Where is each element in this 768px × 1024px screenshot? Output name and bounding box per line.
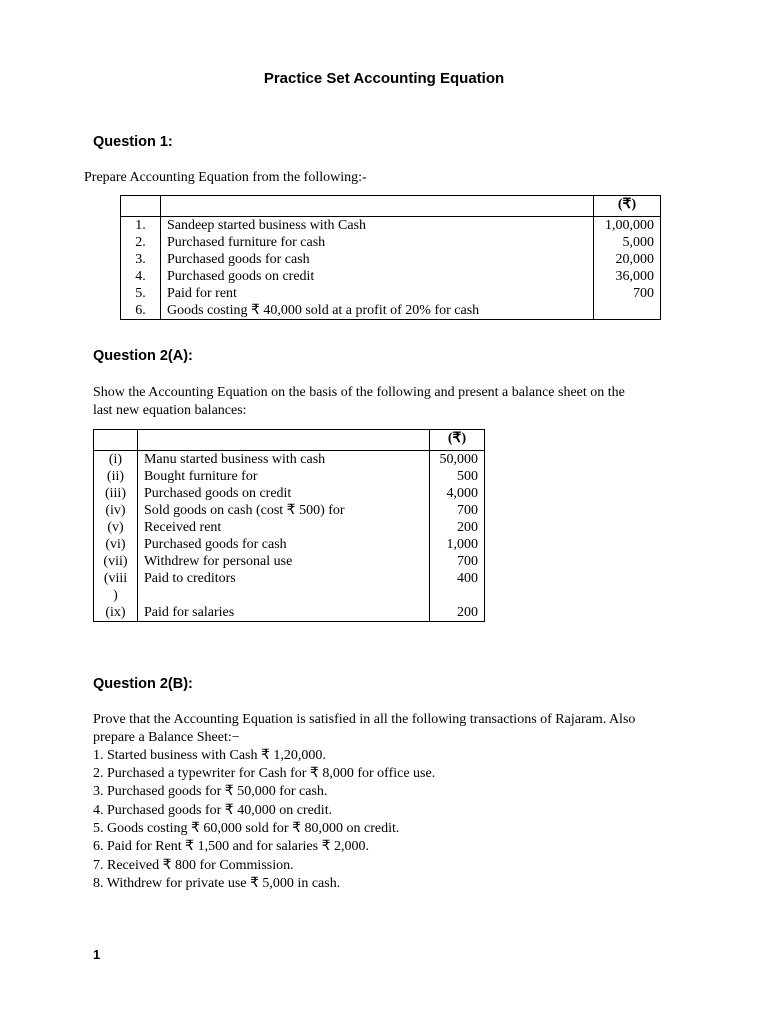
table-row: (vii) Withdrew for personal use 700	[94, 553, 485, 570]
list-item: 8. Withdrew for private use ₹ 5,000 in cash.	[93, 876, 341, 891]
table-row: )	[94, 587, 485, 604]
list-item: 1. Started business with Cash ₹ 1,20,000.	[93, 748, 326, 763]
table-row: 3. Purchased goods for cash 20,000	[121, 251, 661, 268]
question-2a-intro-line-1: Show the Accounting Equation on the basis of the following and present a balance sheet on the	[93, 385, 625, 400]
table-row: (i) Manu started business with cash 50,000	[94, 451, 485, 469]
table-row: (iii) Purchased goods on credit 4,000	[94, 485, 485, 502]
table-row: (ii) Bought furniture for 500	[94, 468, 485, 485]
table-row: (ix) Paid for salaries 200	[94, 604, 485, 622]
list-item: 2. Purchased a typewriter for Cash for ₹ 8,000 for office use.	[93, 766, 436, 781]
table-row: 5. Paid for rent 700	[121, 285, 661, 302]
table-row: 6. Goods costing ₹ 40,000 sold at a profit of 20% for cash	[121, 302, 661, 320]
currency-header: (₹)	[430, 430, 485, 451]
table-row: 1. Sandeep started business with Cash 1,00,000	[121, 217, 661, 235]
page-title: Practice Set Accounting Equation	[263, 70, 505, 87]
list-item: 3. Purchased goods for ₹ 50,000 for cash.	[93, 784, 328, 799]
currency-header: (₹)	[594, 196, 661, 217]
table-row: 4. Purchased goods on credit 36,000	[121, 268, 661, 285]
table-row: (viii Paid to creditors 400	[94, 570, 485, 587]
table-row: (iv) Sold goods on cash (cost ₹ 500) for 700	[94, 502, 485, 519]
question-2a-intro-line-2: last new equation balances:	[93, 403, 247, 418]
question-1-intro: Prepare Accounting Equation from the following:-	[84, 170, 367, 185]
list-item: 4. Purchased goods for ₹ 40,000 on credit.	[93, 803, 333, 818]
question-1-heading: Question 1:	[93, 134, 173, 150]
question-2a-heading: Question 2(A):	[93, 348, 193, 364]
table-row: 2. Purchased furniture for cash 5,000	[121, 234, 661, 251]
question-1-table	[120, 195, 661, 320]
question-2b-intro-line-1: Prove that the Accounting Equation is satisfied in all the following transactions of Rajaram. Also	[93, 712, 636, 727]
table-row: (vi) Purchased goods for cash 1,000	[94, 536, 485, 553]
question-2a-table	[93, 429, 485, 622]
question-2b-heading: Question 2(B):	[93, 676, 193, 692]
list-item: 7. Received ₹ 800 for Commission.	[93, 858, 294, 873]
page-number: 1	[93, 947, 101, 962]
question-2b-intro-line-2: prepare a Balance Sheet:−	[93, 730, 240, 745]
list-item: 6. Paid for Rent ₹ 1,500 and for salaries ₹ 2,000.	[93, 839, 369, 854]
table-row: (v) Received rent 200	[94, 519, 485, 536]
list-item: 5. Goods costing ₹ 60,000 sold for ₹ 80,000 on credit.	[93, 821, 400, 836]
